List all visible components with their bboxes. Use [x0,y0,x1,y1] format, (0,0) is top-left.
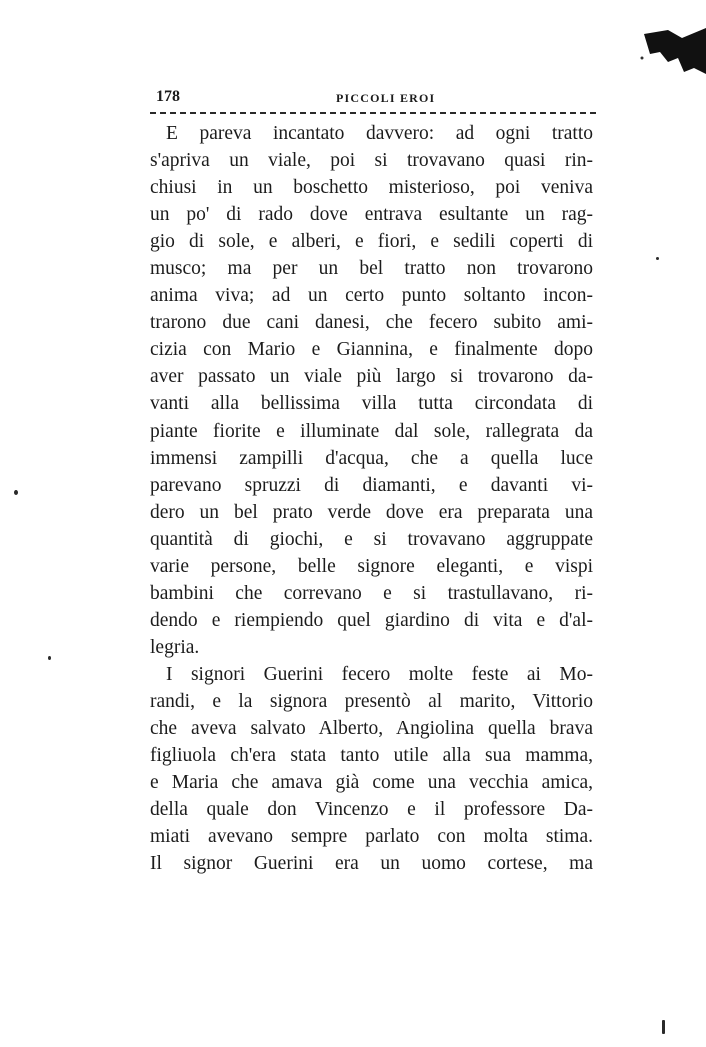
text-line: I signori Guerini fecero molte feste ai Mo- [166,663,593,685]
scan-edge-mark [638,28,706,74]
running-title: PICCOLI EROI [336,91,436,105]
scan-speck [14,490,18,495]
text-line: miati avevano sempre parlato con molta stima. [150,826,593,848]
text-line: trarono due cani danesi, che fecero subito ami- [150,312,593,334]
text-line: bambini che correvano e si trastullavano, ri- [150,582,593,604]
page-number: 178 [156,88,180,105]
text-line: vanti alla bellissima villa tutta circondata di [150,393,593,415]
text-line: immensi zampilli d'acqua, che a quella luce [150,447,593,469]
text-line: legria. [150,636,200,658]
text-line: cizia con Mario e Giannina, e finalmente dopo [150,339,593,361]
text-line: aver passato un viale più largo si trovarono da- [150,366,593,388]
text-line: della quale don Vincenzo e il professore Da- [150,799,593,821]
scan-speck [656,257,659,260]
text-line: musco; ma per un bel tratto non trovarono [150,258,593,280]
text-line: figliuola ch'era stata tanto utile alla sua mamma, [150,745,593,767]
text-line: che aveva salvato Alberto, Angiolina quella brava [150,718,593,740]
text-line: piante fiorite e illuminate dal sole, rallegrata da [150,420,593,442]
text-line: un po' di rado dove entrava esultante un rag- [150,204,593,226]
text-line: s'apriva un viale, poi si trovavano quasi rin- [150,150,593,172]
text-line: gio di sole, e alberi, e fiori, e sedili coperti di [150,231,593,253]
text-line: varie persone, belle signore eleganti, e vispi [150,555,593,577]
text-line: anima viva; ad un certo punto soltanto incon- [150,285,593,307]
text-line: E pareva incantato davvero: ad ogni tratto [166,123,593,144]
text-line: chiusi in un boschetto misterioso, poi veniva [150,177,593,199]
text-line: Il signor Guerini era un uomo cortese, ma [150,853,593,875]
body-text [150,120,593,877]
text-line: dero un bel prato verde dove era preparata una [150,501,593,523]
text-line: e Maria che amava già come una vecchia amica, [150,772,593,794]
page-header [150,86,596,120]
scan-speck [662,1020,665,1034]
text-line: dendo e riempiendo quel giardino di vita e d'al- [150,609,593,631]
text-line: quantità di giochi, e si trovavano aggruppate [150,528,593,550]
scan-speck [48,656,51,660]
text-line: parevano spruzzi di diamanti, e davanti vi- [150,474,593,496]
header-rule [150,112,596,114]
text-line: randi, e la signora presentò al marito, Vittorio [150,690,593,712]
